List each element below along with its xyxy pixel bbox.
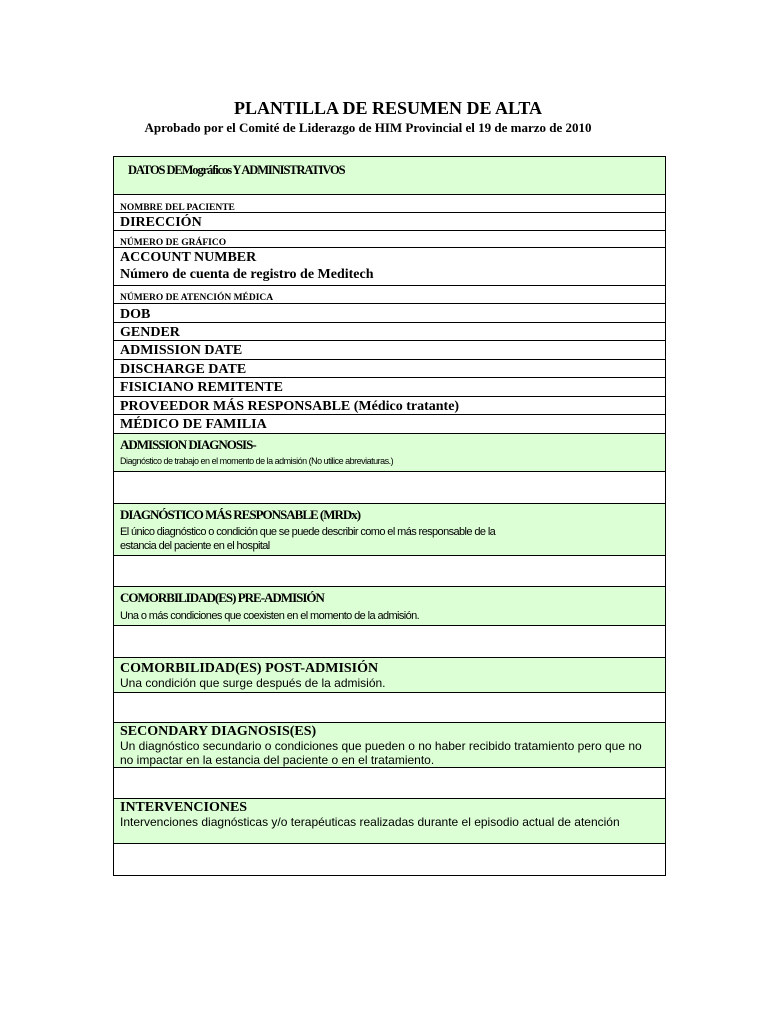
account-number-row[interactable] — [114, 248, 665, 286]
interventions-description: Intervenciones diagnósticas y/o terapéuticas realizadas durante el episodio actual de atención — [120, 815, 620, 829]
secondary-diagnosis-entry[interactable] — [114, 768, 665, 799]
post-admission-header — [114, 658, 665, 693]
post-admission-heading: COMORBILIDAD(ES) POST-ADMISIÓN — [120, 661, 379, 676]
post-admission-entry[interactable] — [114, 693, 665, 723]
pre-admission-description: Una o más condiciones que coexisten en el momento de la admisión. — [120, 610, 420, 622]
most-responsible-provider-row[interactable] — [114, 397, 665, 415]
encounter-number-label: NÚMERO DE ATENCIÓN MÉDICA — [120, 293, 274, 303]
family-physician-label: MÉDICO DE FAMILIA — [120, 417, 267, 432]
referring-physician-row[interactable] — [114, 378, 665, 397]
dob-row[interactable] — [114, 304, 665, 323]
admission-date-row[interactable] — [114, 341, 665, 360]
patient-name-row[interactable] — [114, 195, 665, 213]
address-row[interactable] — [114, 213, 665, 231]
mrdx-entry[interactable] — [114, 556, 665, 587]
secondary-diagnosis-heading: SECONDARY DIAGNOSIS(ES) — [120, 724, 317, 739]
account-number-description: Número de cuenta de registro de Meditech — [120, 267, 374, 282]
discharge-summary-form — [113, 156, 666, 876]
dob-label: DOB — [120, 307, 151, 322]
gender-row[interactable] — [114, 323, 665, 341]
admission-diagnosis-description: Diagnóstico de trabajo en el momento de la admisión (No utilice abreviaturas.) — [120, 456, 394, 466]
mrdx-header — [114, 504, 665, 556]
gender-label: GENDER — [120, 325, 180, 340]
referring-physician-label: FISICIANO REMITENTE — [120, 380, 283, 395]
admission-diagnosis-heading: ADMISSION DIAGNOSIS- — [120, 437, 256, 452]
secondary-diagnosis-header — [114, 723, 665, 768]
encounter-number-row[interactable] — [114, 286, 665, 304]
interventions-header — [114, 799, 665, 844]
demographics-section-title: DATOS DEMográficos Y ADMINISTRATIVOS — [128, 163, 345, 177]
chart-number-row[interactable] — [114, 231, 665, 248]
demographics-section-header — [114, 157, 665, 195]
mrdx-heading: DIAGNÓSTICO MÁS RESPONSABLE (MRDx) — [120, 507, 361, 522]
pre-admission-header — [114, 587, 665, 626]
admission-date-label: ADMISSION DATE — [120, 343, 243, 358]
most-responsible-provider-label: PROVEEDOR MÁS RESPONSABLE (Médico tratante) — [120, 399, 460, 414]
address-label: DIRECCIÓN — [120, 215, 202, 230]
mrdx-description-line2: estancia del paciente en el hospital — [120, 540, 270, 552]
discharge-date-label: DISCHARGE DATE — [120, 362, 247, 377]
pre-admission-entry[interactable] — [114, 626, 665, 658]
discharge-date-row[interactable] — [114, 360, 665, 378]
patient-name-label: NOMBRE DEL PACIENTE — [120, 203, 235, 213]
interventions-entry[interactable] — [114, 844, 665, 875]
chart-number-label: NÚMERO DE GRÁFICO — [120, 238, 227, 248]
approval-subtitle: Aprobado por el Comité de Liderazgo de HIM Provincial el 19 de marzo de 2010 — [144, 120, 592, 135]
secondary-diagnosis-description-line1: Un diagnóstico secundario o condiciones que pueden o no haber recibido tratamiento pero que no — [120, 739, 642, 753]
interventions-heading: INTERVENCIONES — [120, 800, 248, 815]
secondary-diagnosis-description-line2: no impactar en la estancia del paciente o en el tratamiento. — [120, 753, 435, 767]
page-title: PLANTILLA DE RESUMEN DE ALTA — [233, 98, 543, 118]
post-admission-description: Una condición que surge después de la admisión. — [120, 676, 386, 690]
account-number-label: ACCOUNT NUMBER — [120, 250, 257, 265]
admission-diagnosis-header — [114, 434, 665, 472]
pre-admission-heading: COMORBILIDAD(ES) PRE-ADMISIÓN — [120, 590, 324, 605]
admission-diagnosis-entry[interactable] — [114, 472, 665, 504]
mrdx-description-line1: El único diagnóstico o condición que se puede describir como el más responsable de la — [120, 526, 496, 538]
family-physician-row[interactable] — [114, 415, 665, 434]
